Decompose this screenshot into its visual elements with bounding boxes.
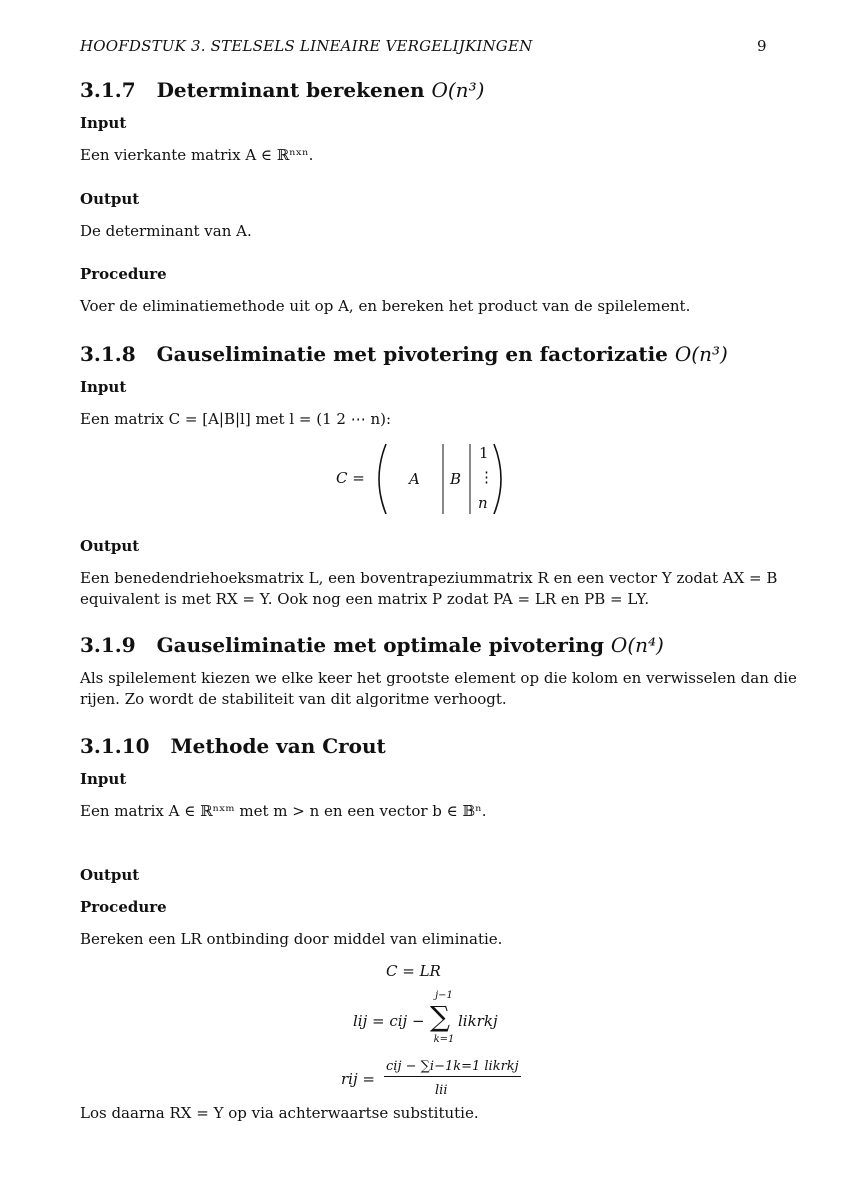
input-text: Een vierkante matrix A ∈ ℝⁿˣⁿ.	[80, 146, 314, 164]
sum-icon: ∑	[430, 1000, 450, 1033]
equation-c-eq-lr: C = LR	[386, 962, 441, 980]
section-heading-3-1-9	[80, 633, 664, 657]
section-number: 3.1.7	[80, 78, 136, 102]
input-heading: Input	[80, 378, 127, 396]
matrix-l-dots: ⋮	[479, 468, 494, 486]
complexity: O(n³)	[674, 342, 728, 366]
equation-rij-lhs: rij =	[341, 1070, 375, 1088]
matrix-block-a: A	[409, 470, 420, 488]
section-title: Gauseliminatie met pivotering en factorizatie	[156, 342, 668, 366]
running-header: HOOFDSTUK 3. STELSELS LINEAIRE VERGELIJKINGEN	[80, 37, 533, 55]
matrix-block-b: B	[450, 470, 462, 488]
equation-lij-lhs: lij = cij −	[353, 1012, 425, 1030]
fraction-numerator: cij − ∑i−1k=1 likrkj	[384, 1059, 521, 1077]
input-text: Een matrix C = [A|B|l] met l = (1 2 ⋯ n):	[80, 410, 392, 428]
procedure-heading: Procedure	[80, 265, 167, 283]
closing-text: Los daarna RX = Y op via achterwaartse substitutie.	[80, 1104, 479, 1122]
complexity: O(n⁴)	[610, 633, 664, 657]
matrix-lhs: C =	[336, 469, 365, 487]
procedure-text: Bereken een LR ontbinding door middel van eliminatie.	[80, 930, 503, 948]
right-paren	[494, 444, 501, 514]
section-heading-3-1-10	[80, 734, 386, 758]
left-paren	[379, 444, 386, 514]
complexity: O(n³)	[431, 78, 485, 102]
matrix-l-top: 1	[479, 444, 489, 462]
section-number: 3.1.9	[80, 633, 136, 657]
output-heading: Output	[80, 537, 140, 555]
section-number: 3.1.8	[80, 342, 136, 366]
section-title: Methode van Crout	[170, 734, 386, 758]
page-number: 9	[757, 37, 767, 55]
input-heading: Input	[80, 770, 127, 788]
fraction-denominator: lii	[435, 1083, 448, 1098]
section-heading-3-1-8	[80, 342, 728, 366]
sum-upper-limit: j−1	[435, 990, 453, 1001]
procedure-heading: Procedure	[80, 898, 167, 916]
output-text: De determinant van A.	[80, 222, 252, 240]
paragraph-line-2: rijen. Zo wordt de stabiliteit van dit algoritme verhoogt.	[80, 690, 507, 708]
section-title: Gauseliminatie met optimale pivotering	[156, 633, 604, 657]
paragraph-line-1: Als spilelement kiezen we elke keer het grootste element op die kolom en verwisselen dan die	[80, 669, 797, 687]
output-text-line-2: equivalent is met RX = Y. Ook nog een matrix P zodat PA = LR en PB = LY.	[80, 590, 650, 608]
sum-lower-limit: k=1	[433, 1034, 455, 1045]
output-heading: Output	[80, 190, 140, 208]
output-heading: Output	[80, 866, 140, 884]
section-number: 3.1.10	[80, 734, 150, 758]
procedure-text: Voer de eliminatiemethode uit op A, en bereken het product van de spilelement.	[80, 297, 691, 315]
section-title: Determinant berekenen	[156, 78, 425, 102]
input-text: Een matrix A ∈ ℝⁿˣᵐ met m > n en een vector b ∈ 𝔹ⁿ.	[80, 802, 487, 820]
output-text-line-1: Een benedendriehoeksmatrix L, een boventrapeziummatrix R en een vector Y zodat AX = B	[80, 569, 778, 587]
section-heading-3-1-7	[80, 78, 484, 102]
equation-lij-term: likrkj	[458, 1012, 498, 1030]
matrix-l-bottom: n	[478, 494, 488, 512]
input-heading: Input	[80, 114, 127, 132]
